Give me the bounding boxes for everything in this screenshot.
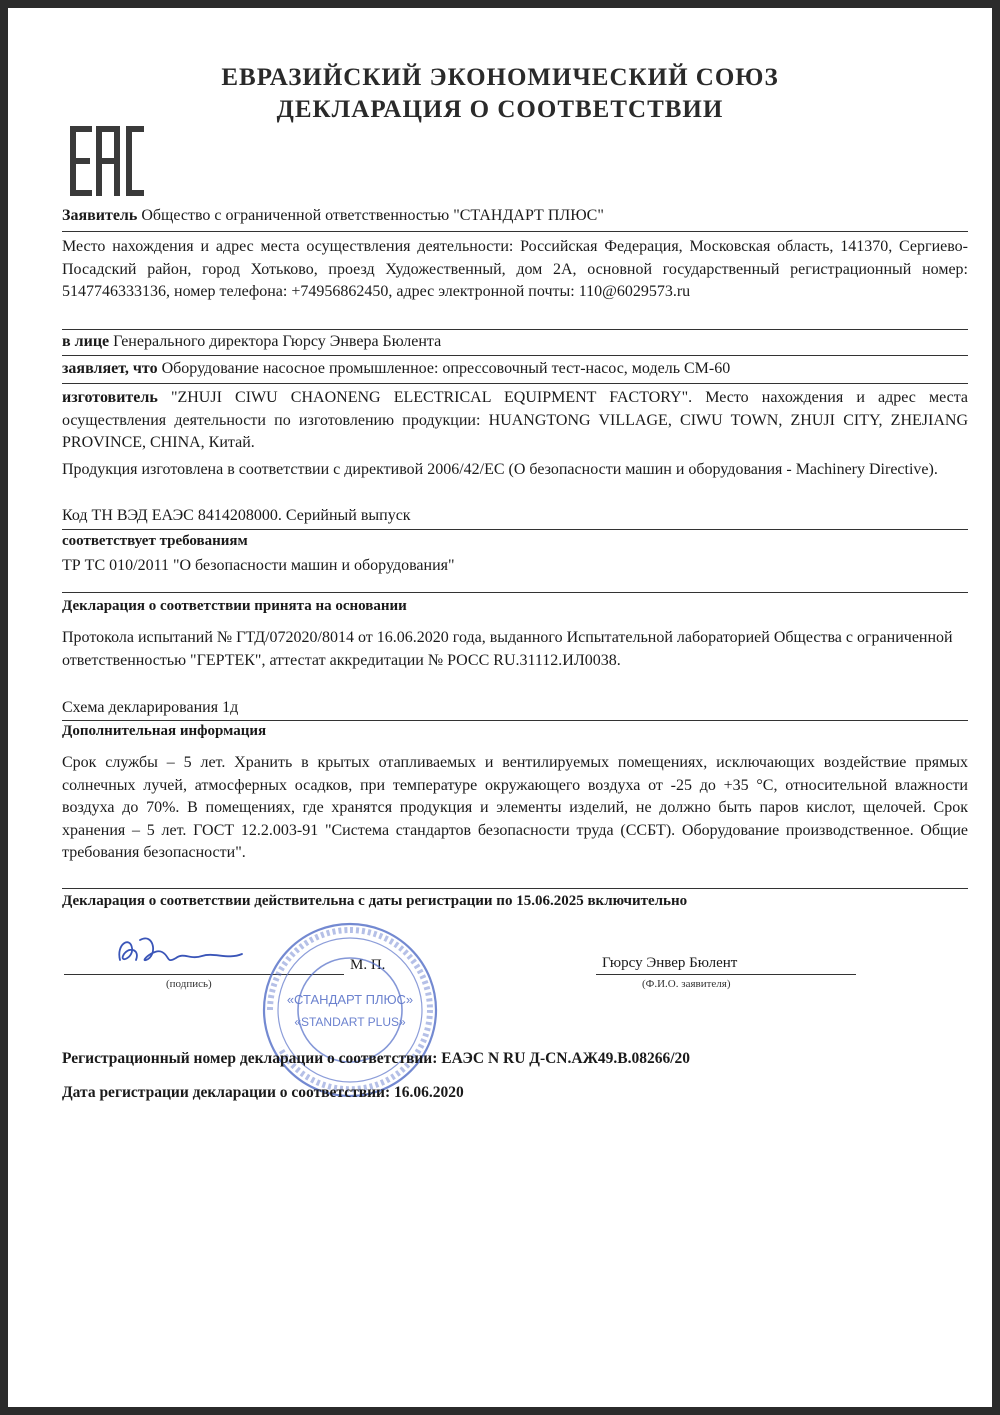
divider (62, 231, 968, 232)
signatory-name: Гюрсу Энвер Бюлент (602, 955, 738, 971)
representative-label: в лице (62, 333, 110, 350)
manufacturer-text: "ZHUJI CIWU CHAONENG ELECTRICAL EQUIPMENT FACTORY". Место нахождения и адрес места осуществления деятельности по изготовлению продукции: HUANGTONG VILLAGE, CIWU TOWN, ZHUJI CITY, ZHEJIANG PROVINCE, CHINA, Китай. (62, 389, 969, 451)
divider (62, 355, 968, 356)
applicant-line (62, 205, 968, 228)
representative-name: Генерального директора Гюрсу Энвера Бюлента (113, 333, 442, 350)
basis-label: Декларация о соответствии принята на основании (62, 598, 407, 614)
applicant-address: Место нахождения и адрес места осуществления деятельности: Российская Федерация, Московская область, 141370, Сергиево-Посадский район, город Хотьково, проезд Художественный, дом 2А, основной государственный регистрационный номер: 5147746333136, номер телефона: +74956862450, адрес электронной почты: 110@6029573.ru (62, 238, 968, 300)
additional-info-text: Срок службы – 5 лет. Хранить в крытых отапливаемых и вентилируемых помещениях, исключающих воздействие прямых солнечных лучей, атмосферных осадков, при температуре окружающего воздуха от -25 до +35 °С, относительной влажности воздуха до 70%. В помещениях, где хранятся продукция и элементы изделий, не должно быть паров кислот, щелочей. Срок хранения – 5 лет. ГОСТ 12.2.003-91 "Система стандартов безопасности труда (ССБТ). Оборудование производственное. Общие требования безопасности". (62, 754, 968, 861)
validity-statement: Декларация о соответствии действительна с даты регистрации по 15.06.2025 включительно (62, 893, 688, 909)
declares-line (62, 358, 968, 381)
divider (62, 888, 968, 889)
registration-date: Дата регистрации декларации о соответствии: 16.06.2020 (62, 1084, 464, 1101)
divider (62, 383, 968, 384)
company-seal-icon (258, 918, 442, 1102)
declaration-title: ДЕКЛАРАЦИЯ О СООТВЕТСТВИИ (276, 96, 724, 123)
representative-line (62, 331, 968, 354)
manufacturer-block (62, 387, 968, 455)
signature-caption: (подпись) (166, 978, 212, 990)
manufacturer-label: изготовитель (62, 389, 158, 406)
stamp-text-en: «STANDART PLUS» (294, 1015, 406, 1029)
stamp-text-ru: «СТАНДАРТ ПЛЮС» (286, 992, 414, 1007)
declares-label: заявляет, что (62, 360, 158, 377)
basis-text: Протокола испытаний № ГТД/072020/8014 от 16.06.2020 года, выданного Испытательной лабораторией Общества с ограниченной ответственностью "ГЕРТЕК", аттестат аккредитации № РОСС RU.31112.ИЛ0038. (62, 629, 953, 669)
name-caption: (Ф.И.О. заявителя) (642, 978, 731, 990)
applicant-label: Заявитель (62, 207, 138, 224)
registration-number: Регистрационный номер декларации о соответствии: ЕАЭС N RU Д-CN.АЖ49.В.08266/20 (62, 1050, 691, 1067)
divider (62, 592, 968, 593)
additional-info-label: Дополнительная информация (62, 723, 267, 739)
divider (62, 329, 968, 330)
eac-mark-icon (70, 126, 146, 196)
union-title: ЕВРАЗИЙСКИЙ ЭКОНОМИЧЕСКИЙ СОЮЗ (221, 64, 779, 91)
directive-text: Продукция изготовлена в соответствии с директивой 2006/42/ЕС (О безопасности машин и оборудования - Machinery Directive). (62, 461, 938, 478)
requirements-text: ТР ТС 010/2011 "О безопасности машин и оборудования" (62, 557, 455, 574)
requirements-label: соответствует требованиям (62, 533, 248, 549)
tn-ved-code: Код ТН ВЭД ЕАЭС 8414208000. Серийный выпуск (62, 507, 411, 524)
applicant-name: Общество с ограниченной ответственностью "СТАНДАРТ ПЛЮС" (141, 207, 604, 224)
signature-scribble-icon (110, 930, 250, 978)
stamp-place-label: М. П. (350, 957, 386, 973)
product-description: Оборудование насосное промышленное: опрессовочный тест-насос, модель CM-60 (161, 360, 731, 377)
declaration-scheme: Схема декларирования 1д (62, 699, 239, 716)
